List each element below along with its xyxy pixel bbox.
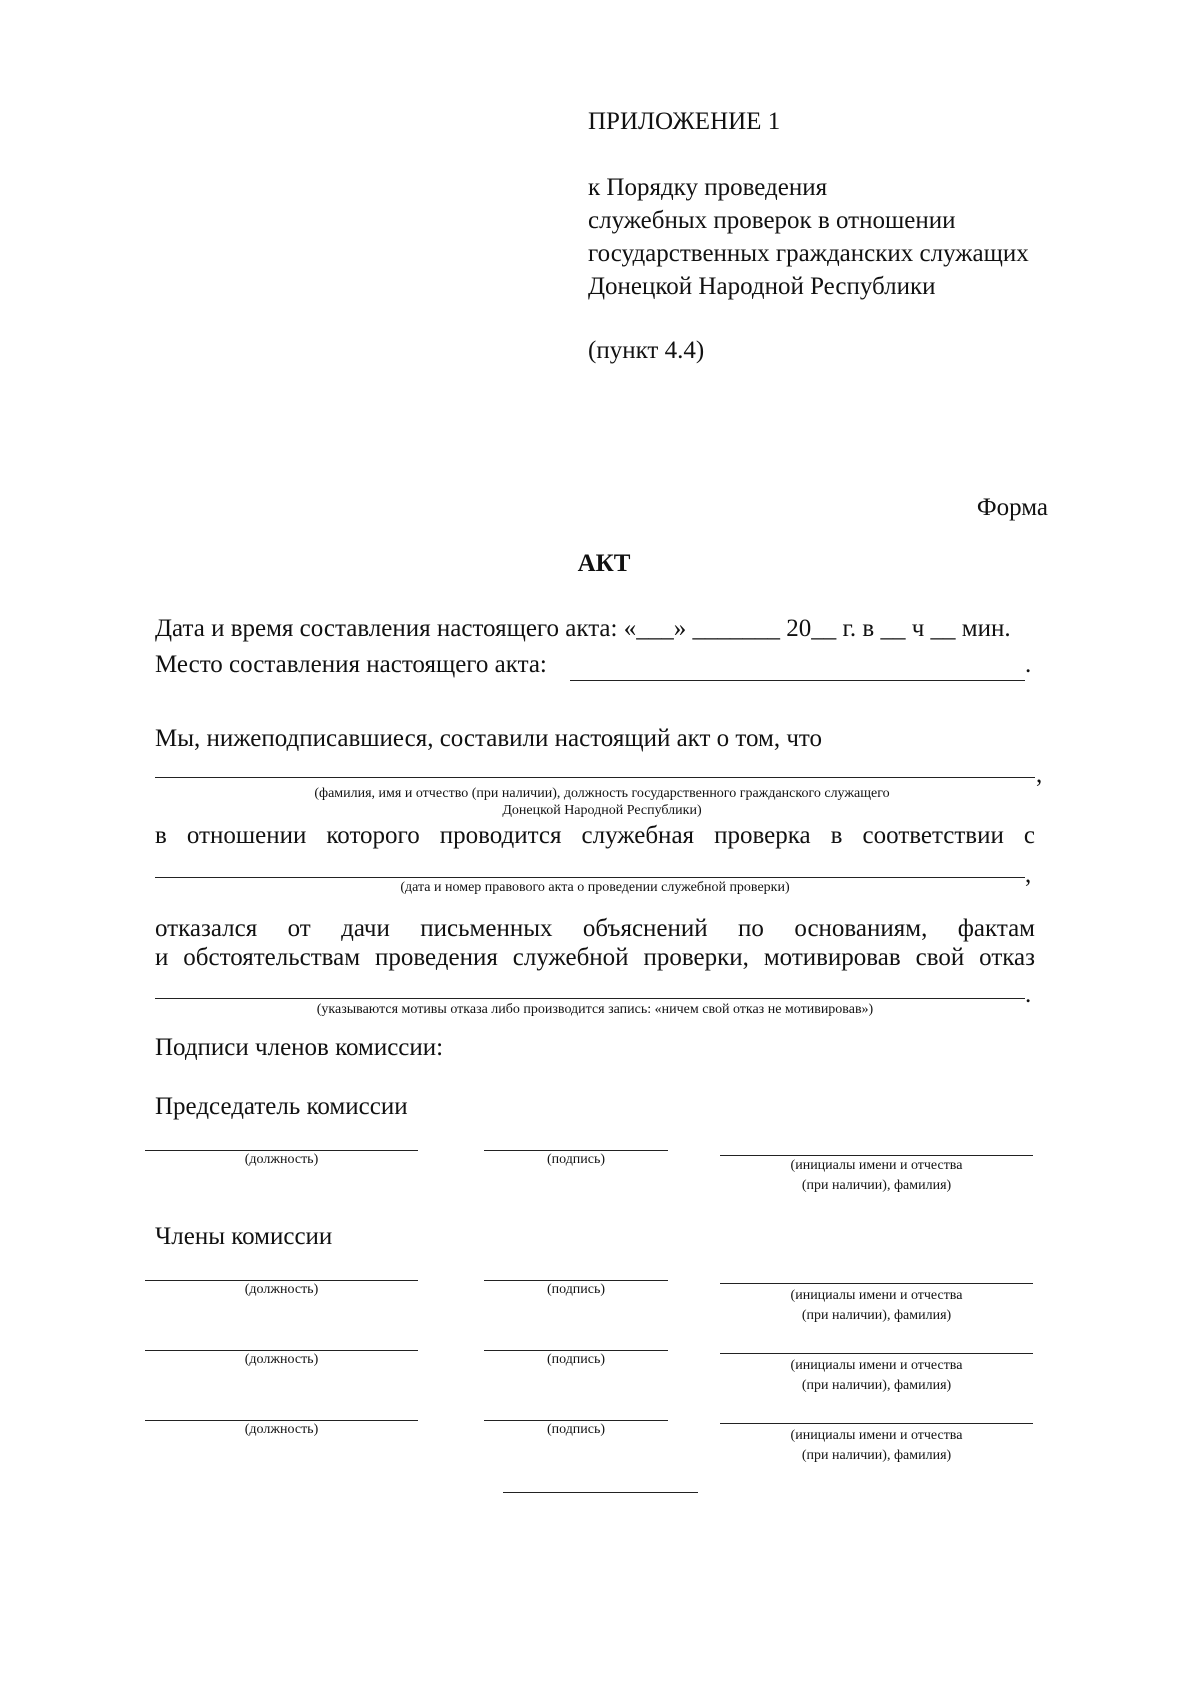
closing-divider: [503, 1492, 698, 1493]
place-field-line: [570, 680, 1025, 681]
position-caption: (должность): [244, 1152, 319, 1167]
motives-field-line: [155, 998, 1025, 999]
signatures-heading: Подписи членов комиссии:: [155, 1034, 444, 1061]
comma: ,: [1025, 861, 1032, 888]
members-label: Члены комиссии: [155, 1223, 333, 1250]
name-caption: (инициалы имени и отчества: [790, 1288, 963, 1303]
form-label: Форма: [976, 494, 1048, 521]
person-caption: (фамилия, имя и отчество (при наличии), должность государственного гражданского служащего: [314, 786, 890, 801]
name-caption: (при наличии), фамилия): [801, 1308, 952, 1323]
intro-text: Мы, нижеподписавшиеся, составили настоящий акт о том, что: [155, 725, 823, 752]
appendix-line: служебных проверок в отношении: [588, 207, 956, 234]
period: .: [1025, 981, 1032, 1008]
position-caption: (должность): [244, 1352, 319, 1367]
signature-caption: (подпись): [546, 1352, 606, 1367]
act-field-line: [155, 877, 1025, 878]
comma: ,: [1036, 761, 1043, 788]
name-caption: (инициалы имени и отчества: [790, 1428, 963, 1443]
appendix-title: ПРИЛОЖЕНИЕ 1: [588, 108, 781, 135]
name-caption: (инициалы имени и отчества: [790, 1158, 963, 1173]
position-caption: (должность): [244, 1282, 319, 1297]
appendix-line: к Порядку проведения: [588, 174, 828, 201]
act-title: АКТ: [577, 550, 631, 577]
date-time-line: Дата и время составления настоящего акта: «___» _______ 20__ г. в __ ч __ мин.: [155, 615, 1011, 642]
act-caption: (дата и номер правового акта о проведении служебной проверки): [400, 880, 790, 895]
refused-text: отказался от дачи письменных объяснений по основаниям, фактам: [155, 915, 1035, 942]
name-caption: (при наличии), фамилия): [801, 1448, 952, 1463]
motives-caption: (указываются мотивы отказа либо производится запись: «ничем свой отказ не мотивировав»): [316, 1002, 874, 1017]
signature-caption: (подпись): [546, 1422, 606, 1437]
place-period: .: [1025, 651, 1032, 678]
signature-caption: (подпись): [546, 1152, 606, 1167]
name-line: [720, 1353, 1033, 1354]
name-caption: (при наличии), фамилия): [801, 1178, 952, 1193]
refused-text: и обстоятельствам проведения служебной проверки, мотивировав свой отказ: [155, 944, 1035, 971]
chairman-label: Председатель комиссии: [155, 1093, 408, 1120]
place-label: Место составления настоящего акта:: [155, 651, 547, 678]
name-line: [720, 1283, 1033, 1284]
name-line: [720, 1155, 1033, 1156]
name-line: [720, 1423, 1033, 1424]
appendix-line: государственных гражданских служащих: [588, 240, 1029, 267]
position-caption: (должность): [244, 1422, 319, 1437]
name-caption: (при наличии), фамилия): [801, 1378, 952, 1393]
appendix-line: Донецкой Народной Республики: [588, 273, 936, 300]
in-relation-text: в отношении которого проводится служебная проверка в соответствии с: [155, 822, 1035, 849]
name-caption: (инициалы имени и отчества: [790, 1358, 963, 1373]
person-caption: Донецкой Народной Республики): [502, 803, 702, 818]
appendix-clause: (пункт 4.4): [588, 337, 705, 364]
signature-caption: (подпись): [546, 1282, 606, 1297]
person-field-line: [155, 777, 1035, 778]
